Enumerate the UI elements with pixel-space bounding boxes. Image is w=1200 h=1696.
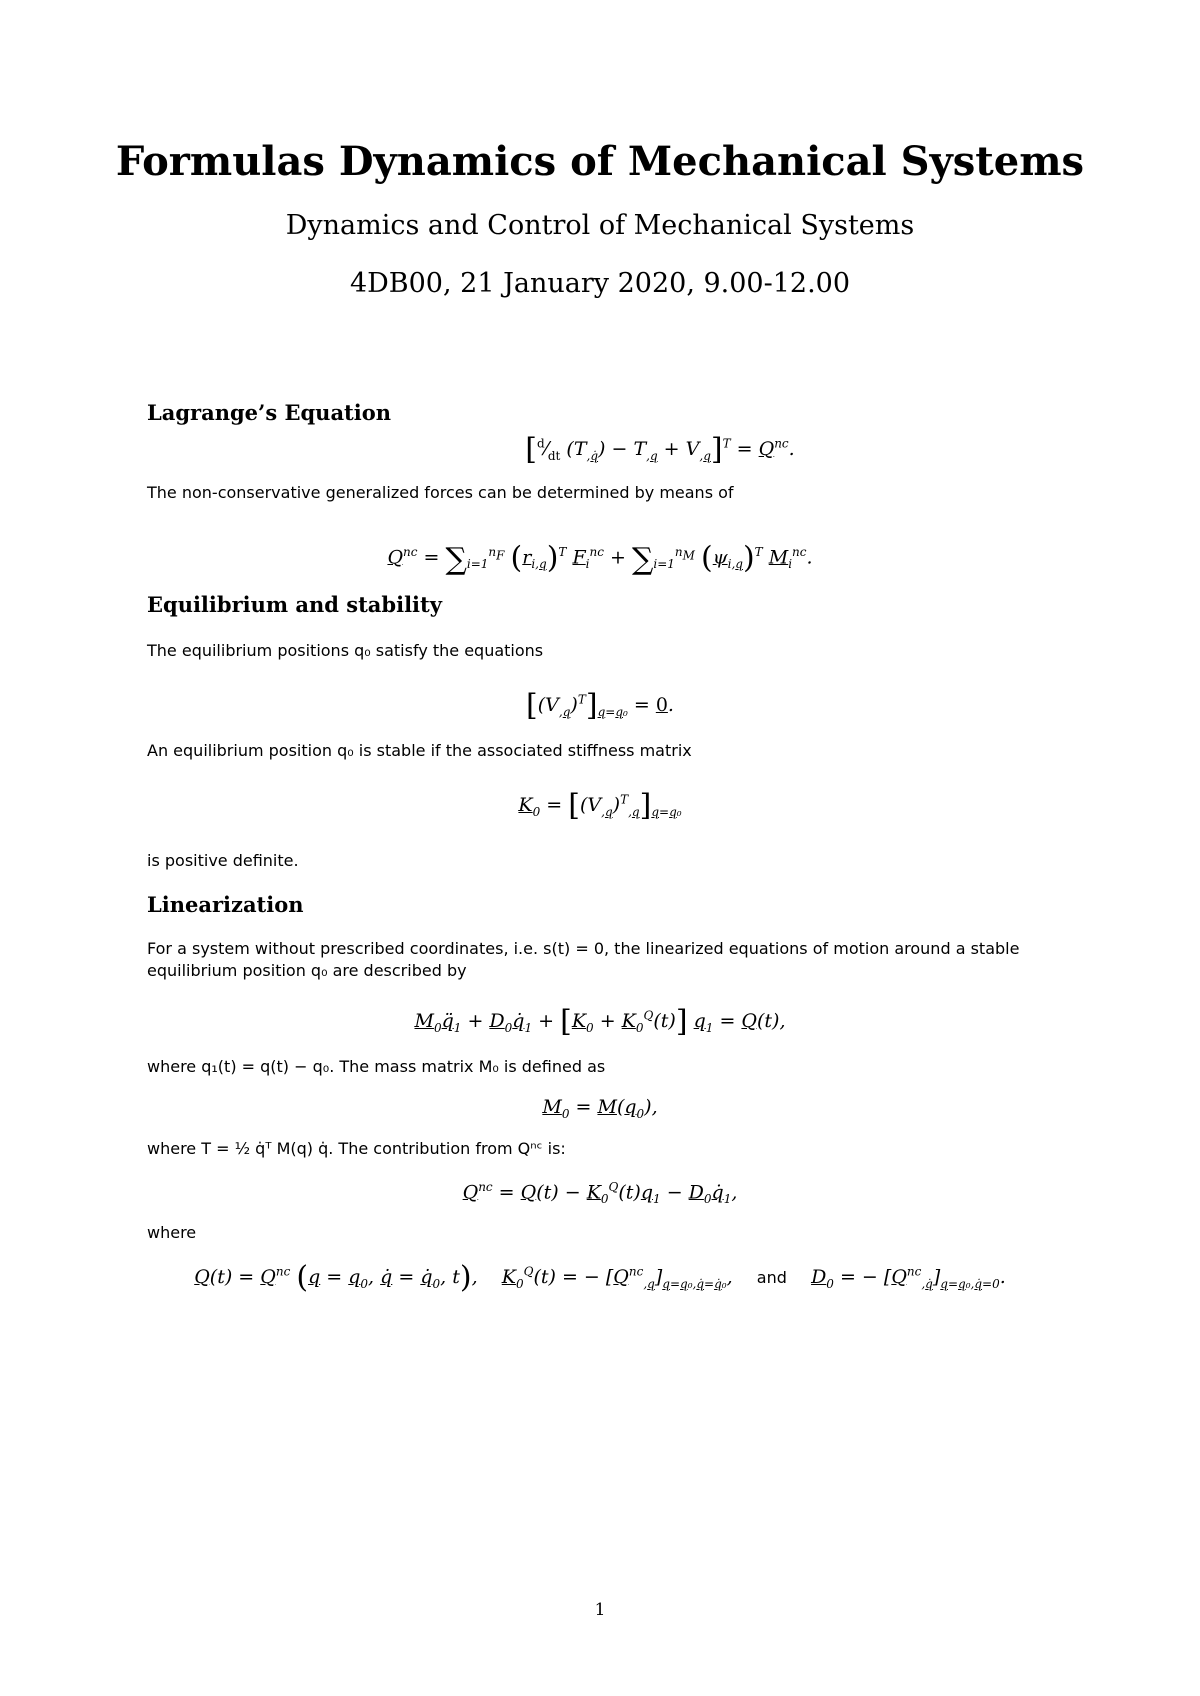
generalized-forces-equation: $Q^{nc} = \sum_{i=1}^{n_F}$ $(r_{i,q})^T$ $F_i^{nc} + \sum_{i=1}^{n_M}$ $(\psi_{i,q})^T$ $M_i^{nc}$. xyxy=(387,540,813,578)
document-title: Formulas Dynamics of Mechanical Systems xyxy=(115,138,1085,185)
document-subtitle: Dynamics and Control of Mechanical Systems xyxy=(285,210,915,241)
exam-date-line: 4DB00, 21 January 2020, 9.00-12.00 xyxy=(349,268,851,299)
linearization-text-3: where T = ½ q̇ᵀ M(q) q̇. The contribution from Qⁿᶜ is: xyxy=(147,1139,566,1158)
and-word: and xyxy=(756,1268,787,1287)
equilibrium-text-3: is positive definite. xyxy=(147,851,299,870)
mass-matrix-equation: $M_0 = M(q_0)$, xyxy=(542,1096,658,1121)
linearization-text-1: For a system without prescribed coordinates, i.e. s(t) = 0, the linearized equations of motion around a stable equilibrium position q₀ are described by xyxy=(147,939,1020,980)
section-heading-linearization: Linearization xyxy=(147,892,304,917)
stiffness-matrix-equation: $K_0 = [(V_{,q})^T_{,q}]_{q=q_0}$ xyxy=(518,788,682,823)
section-heading-equilibrium: Equilibrium and stability xyxy=(147,592,442,617)
equilibrium-equation: $[(V_{,q})^T]_{q=q_0} = 0$. xyxy=(526,688,674,723)
linearized-equation-of-motion: $M_0q̈_1$ + $D_0q̇_1 + [K_0 + K_0^Q(t)] q_1 = Q(t)$, xyxy=(414,1004,786,1039)
section-heading-lagrange: Lagrange’s Equation xyxy=(147,400,392,425)
nonconservative-contribution-equation: $Q^{nc} = Q(t) - K_0^Q(t)q_1$ − $D_0q̇_1$, xyxy=(462,1180,738,1207)
linearization-text-2: where q₁(t) = q(t) − q₀. The mass matrix M₀ is defined as xyxy=(147,1057,606,1076)
page-number: 1 xyxy=(594,1600,606,1620)
equilibrium-text-2: An equilibrium position q₀ is stable if the associated stiffness matrix xyxy=(147,741,692,760)
linearization-text-4: where xyxy=(147,1223,197,1242)
definitions-equation: $Q(t) = Q^{nc}$ ($q = q_0$, q̇ = $q̇_0$, t), $K_0^Q(t)$ = − $[Q^{nc}_{,q}]_{q=q_0,q̇=q̇_0}$, and $D_0$ = − $[Q^{nc}_{,q̇}]_{q=q_0,q̇=0}$. xyxy=(194,1260,1006,1295)
lagrange-text: The non-conservative generalized forces can be determined by means of xyxy=(147,483,734,502)
equilibrium-text-1: The equilibrium positions q₀ satisfy the equations xyxy=(147,641,544,660)
lagrange-equation: [$^d⁄_{dt}$ $(T_{,q̇}) - T_{,q} + V_{,q}]^T = Q^{nc}$. xyxy=(525,432,795,467)
